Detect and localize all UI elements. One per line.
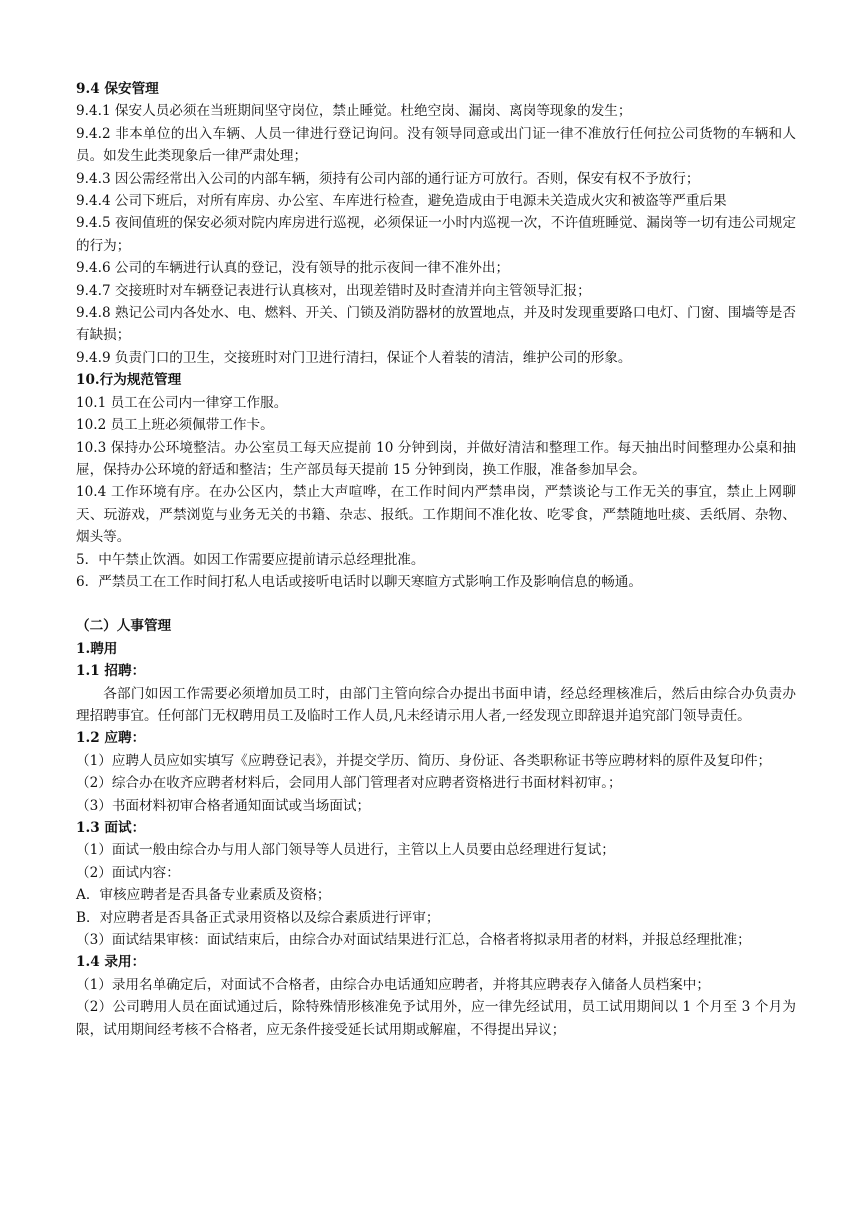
- section-heading: 1.聘用: [76, 640, 118, 657]
- body-paragraph: 10.1 员工在公司内一律穿工作服。: [76, 394, 288, 411]
- document-body: [76, 78, 796, 1041]
- section-heading: 1.3 面试：: [76, 820, 146, 836]
- body-paragraph: （2）面试内容：: [76, 864, 180, 881]
- body-paragraph: （2）公司聘用人员在面试通过后，除特殊情形核准免予试用外，应一律先经试用，员工试用期间以 1 个月至 3 个月为限，试用期间经考核不合格者，应无条件接受延长试用期或解雇，不得提出异议；: [76, 999, 796, 1038]
- section-heading: 10.行为规范管理: [76, 372, 182, 389]
- body-paragraph: 9.4.9 负责门口的卫生，交接班时对门卫进行清扫，保证个人着装的清洁，维护公司的形象。: [76, 349, 632, 366]
- section-heading: 1.2 应聘：: [76, 730, 146, 747]
- body-paragraph: 5．中午禁止饮酒。如因工作需要应提前请示总经理批准。: [76, 551, 425, 568]
- body-paragraph: 10.3 保持办公环境整洁。办公室员工每天应提前 10 分钟到岗，并做好清洁和整理工作。每天抽出时间整理办公桌和抽屉，保持办公环境的舒适和整洁；生产部员每天提前 15 分钟到岗，换工作服，准备参加早会。: [76, 439, 796, 478]
- body-paragraph: 10.2 员工上班必须佩带工作卡。: [76, 417, 274, 434]
- body-paragraph: A．审核应聘者是否具备专业素质及资格；: [76, 887, 331, 904]
- body-paragraph: B．对应聘者是否具备正式录用资格以及综合素质进行评审；: [76, 909, 440, 926]
- body-paragraph: （3）面试结果审核：面试结束后，由综合办对面试结果进行汇总，合格者将拟录用者的材料，并报总经理批准；: [76, 932, 751, 949]
- section-spacer: [76, 593, 796, 615]
- body-paragraph: （1）应聘人员应如实填写《应聘登记表》，并提交学历、简历、身份证、各类职称证书等应聘材料的原件及复印件；: [76, 752, 772, 769]
- body-paragraph: 各部门如因工作需要必须增加员工时，由部门主管向综合办提出书面申请，经总经理核准后，然后由综合办负责办理招聘事宜。任何部门无权聘用员工及临时工作人员,凡未经请示用人者,一经发现立即辞退并追究部门领导责任。: [76, 685, 796, 724]
- body-paragraph: （2）综合办在收齐应聘者材料后，会同用人部门管理者对应聘者资格进行书面材料初审。；: [76, 775, 622, 792]
- body-paragraph: （1）面试一般由综合办与用人部门领导等人员进行，主管以上人员要由总经理进行复试；: [76, 842, 615, 859]
- body-paragraph: 9.4.6 公司的车辆进行认真的登记，没有领导的批示夜间一律不准外出；: [76, 260, 510, 277]
- section-heading: 1.4 录用：: [76, 954, 146, 971]
- section-heading: （二）人事管理: [76, 618, 172, 635]
- body-paragraph: 9.4.5 夜间值班的保安必须对院内库房进行巡视，必须保证一小时内巡视一次，不许值班睡觉、漏岗等一切有违公司规定的行为；: [76, 215, 796, 254]
- body-paragraph: 9.4.2 非本单位的出入车辆、人员一律进行登记询问。没有领导同意或出门证一律不准放行任何拉公司货物的车辆和人员。如发生此类现象后一律严肃处理；: [76, 125, 796, 165]
- body-paragraph: 9.4.4 公司下班后，对所有库房、办公室、车库进行检查，避免造成由于电源未关造成火灾和被盗等严重后果: [76, 193, 727, 210]
- section-heading: 1.1 招聘：: [76, 663, 146, 680]
- section-heading: 9.4 保安管理: [76, 81, 159, 97]
- body-paragraph: 9.4.1 保安人员必须在当班期间坚守岗位，禁止睡觉。杜绝空岗、漏岗、离岗等现象的发生；: [76, 103, 632, 120]
- body-paragraph: （1）录用名单确定后，对面试不合格者，由综合办电话通知应聘者，并将其应聘表存入储备人员档案中；: [76, 976, 710, 993]
- body-paragraph: （3）书面材料初审合格者通知面试或当场面试；: [76, 797, 371, 814]
- body-paragraph: 9.4.3 因公需经常出入公司的内部车辆，须持有公司内部的通行证方可放行。否则，保安有权不予放行；: [76, 170, 700, 187]
- body-paragraph: 6．严禁员工在工作时间打私人电话或接听电话时以聊天寒暄方式影响工作及影响信息的畅通。: [76, 573, 642, 590]
- body-paragraph: 9.4.8 熟记公司内各处水、电、燃料、开关、门锁及消防器材的放置地点，并及时发现重要路口电灯、门窗、围墙等是否有缺损；: [76, 305, 796, 344]
- body-paragraph: 10.4 工作环境有序。在办公区内，禁止大声喧哗，在工作时间内严禁串岗，严禁谈论与工作无关的事宜，禁止上网聊天、玩游戏，严禁浏览与业务无关的书籍、杂志、报纸。工作期间不准化妆、吃零食，严禁随地吐痰、丢纸屑、杂物、烟头等。: [76, 484, 796, 546]
- body-paragraph: 9.4.7 交接班时对车辆登记表进行认真核对，出现差错时及时查清并向主管领导汇报；: [76, 282, 591, 299]
